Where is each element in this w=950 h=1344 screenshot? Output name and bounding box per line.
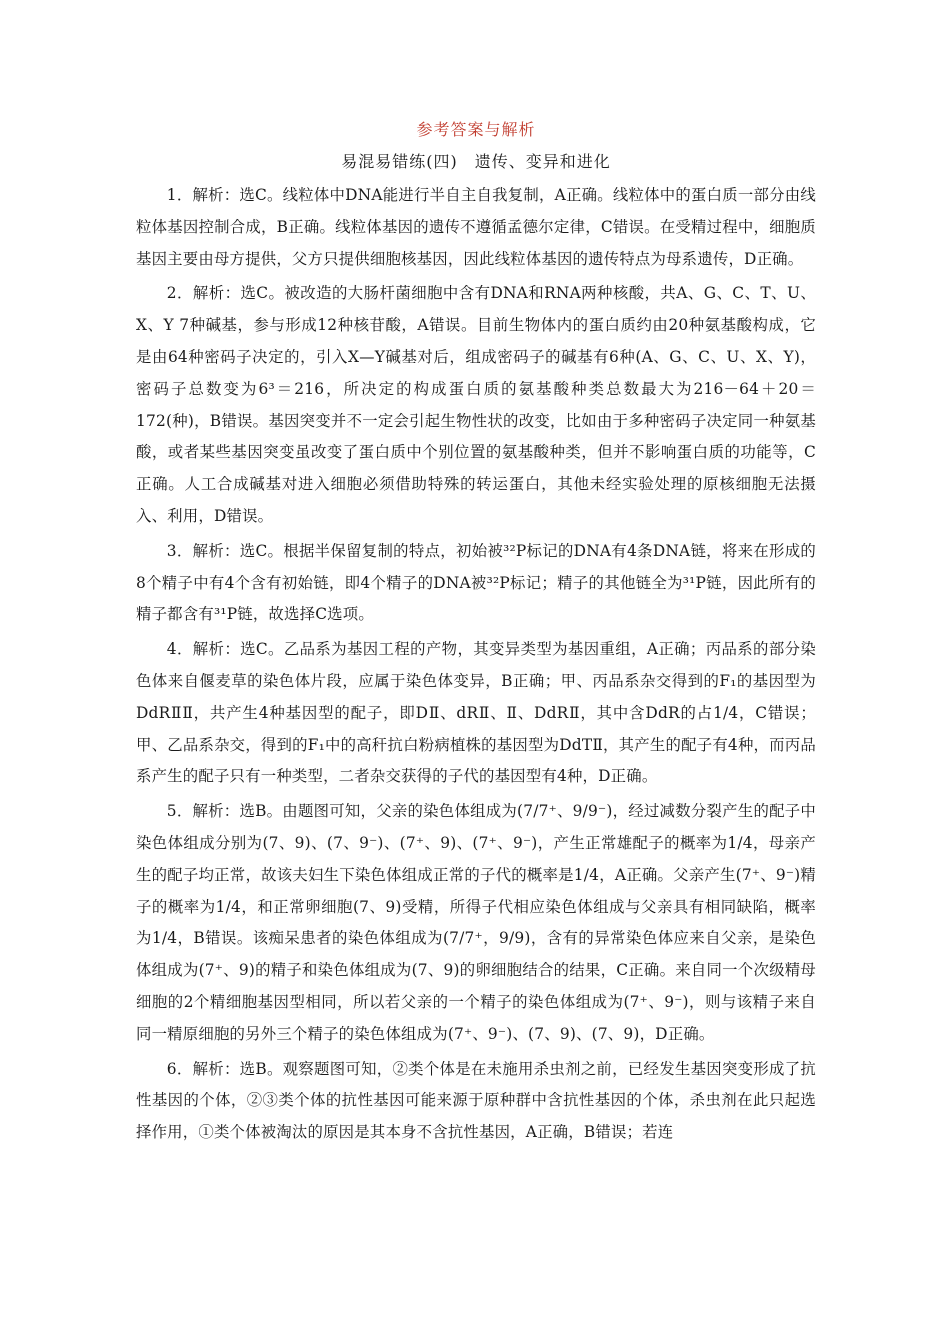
answer-paragraph-6: 6．解析：选B。观察题图可知，②类个体是在未施用杀虫剂之前，已经发生基因突变形成了抗性基因的个体，②③类个体的抗性基因可能来源于原种群中含抗性基因的个体，杀虫剂在此只起选择作用，①类个体被淘汰的原因是其本身不含抗性基因，A正确，B错误；若连 (136, 1059, 816, 1142)
answer-paragraph-2: 2．解析：选C。被改造的大肠杆菌细胞中含有DNA和RNA两种核酸，共A、G、C、T、U、X、Y 7种碱基，参与形成12种核苷酸，A错误。目前生物体内的蛋白质约由20种氨基酸构成，它是由64种密码子决定的，引入X—Y碱基对后，组成密码子的碱基有6种(A、G、C、U、X、Y)，密码子总数变为6³＝216，所决定的构成蛋白质的氨基酸种类总数最大为216－64＋20＝172(种)，B错误。基因突变并不一定会引起生物性状的改变，比如由于多种密码子决定同一种氨基酸，或者某些基因突变虽改变了蛋白质中个别位置的氨基酸种类，但并不影响蛋白质的功能等，C正确。人工合成碱基对进入细胞必须借助特殊的转运蛋白，其他未经实验处理的原核细胞无法摄入、利用，D错误。 (136, 284, 816, 525)
page-title: 参考答案与解析 (416, 120, 536, 139)
answer-paragraph-1: 1．解析：选C。线粒体中DNA能进行半自主自我复制，A正确。线粒体中的蛋白质一部分由线粒体基因控制合成，B正确。线粒体基因的遗传不遵循孟德尔定律，C错误。在受精过程中，细胞质基因主要由母方提供，父方只提供细胞核基因，因此线粒体基因的遗传特点为母系遗传，D正确。 (136, 186, 816, 268)
answer-paragraph-3: 3．解析：选C。根据半保留复制的特点，初始被³²P标记的DNA有4条DNA链，将来在形成的8个精子中有4个含有初始链，即4个精子的DNA被³²P标记；精子的其他链全为³¹P链，因此所有的精子都含有³¹P链，故选择C选项。 (136, 541, 816, 624)
section-subtitle: 易混易错练(四) 遗传、变异和进化 (341, 152, 611, 171)
answer-paragraph-5: 5．解析：选B。由题图可知，父亲的染色体组成为(7/7⁺、9/9⁻)，经过减数分裂产生的配子中染色体组成分别为(7、9)、(7、9⁻)、(7⁺、9)、(7⁺、9⁻)，产生正常雄配子的概率为1/4，母亲产生的配子均正常，故该夫妇生下染色体组成正常的子代的概率是1/4，A正确。父亲产生(7⁺、9⁻)精子的概率为1/4，和正常卵细胞(7、9)受精，所得子代相应染色体组成与父亲具有相同缺陷，概率为1/4，B错误。该痴呆患者的染色体组成为(7/7⁺，9/9)，含有的异常染色体应来自父亲，是染色体组成为(7⁺、9)的精子和染色体组成为(7、9)的卵细胞结合的结果，C正确。来自同一个次级精母细胞的2个精细胞基因型相同，所以若父亲的一个精子的染色体组成为(7⁺、9⁻)，则与该精子来自同一精原细胞的另外三个精子的染色体组成为(7⁺、9⁻)、(7、9)、(7、9)，D正确。 (136, 802, 816, 1043)
answer-section (136, 118, 816, 1152)
answer-paragraph-4: 4．解析：选C。乙品系为基因工程的产物，其变异类型为基因重组，A正确；丙品系的部分染色体来自偃麦草的染色体片段，应属于染色体变异，B正确；甲、丙品系杂交得到的F₁的基因型为DdRⅡⅡ，共产生4种基因型的配子，即DⅡ、dRⅡ、Ⅱ、DdRⅡ，其中含DdR的占1/4，C错误；甲、乙品系杂交，得到的F₁中的高秆抗白粉病植株的基因型为DdTⅡ，其产生的配子有4种，而丙品系产生的配子只有一种类型，二者杂交获得的子代的基因型有4种，D正确。 (136, 640, 816, 786)
